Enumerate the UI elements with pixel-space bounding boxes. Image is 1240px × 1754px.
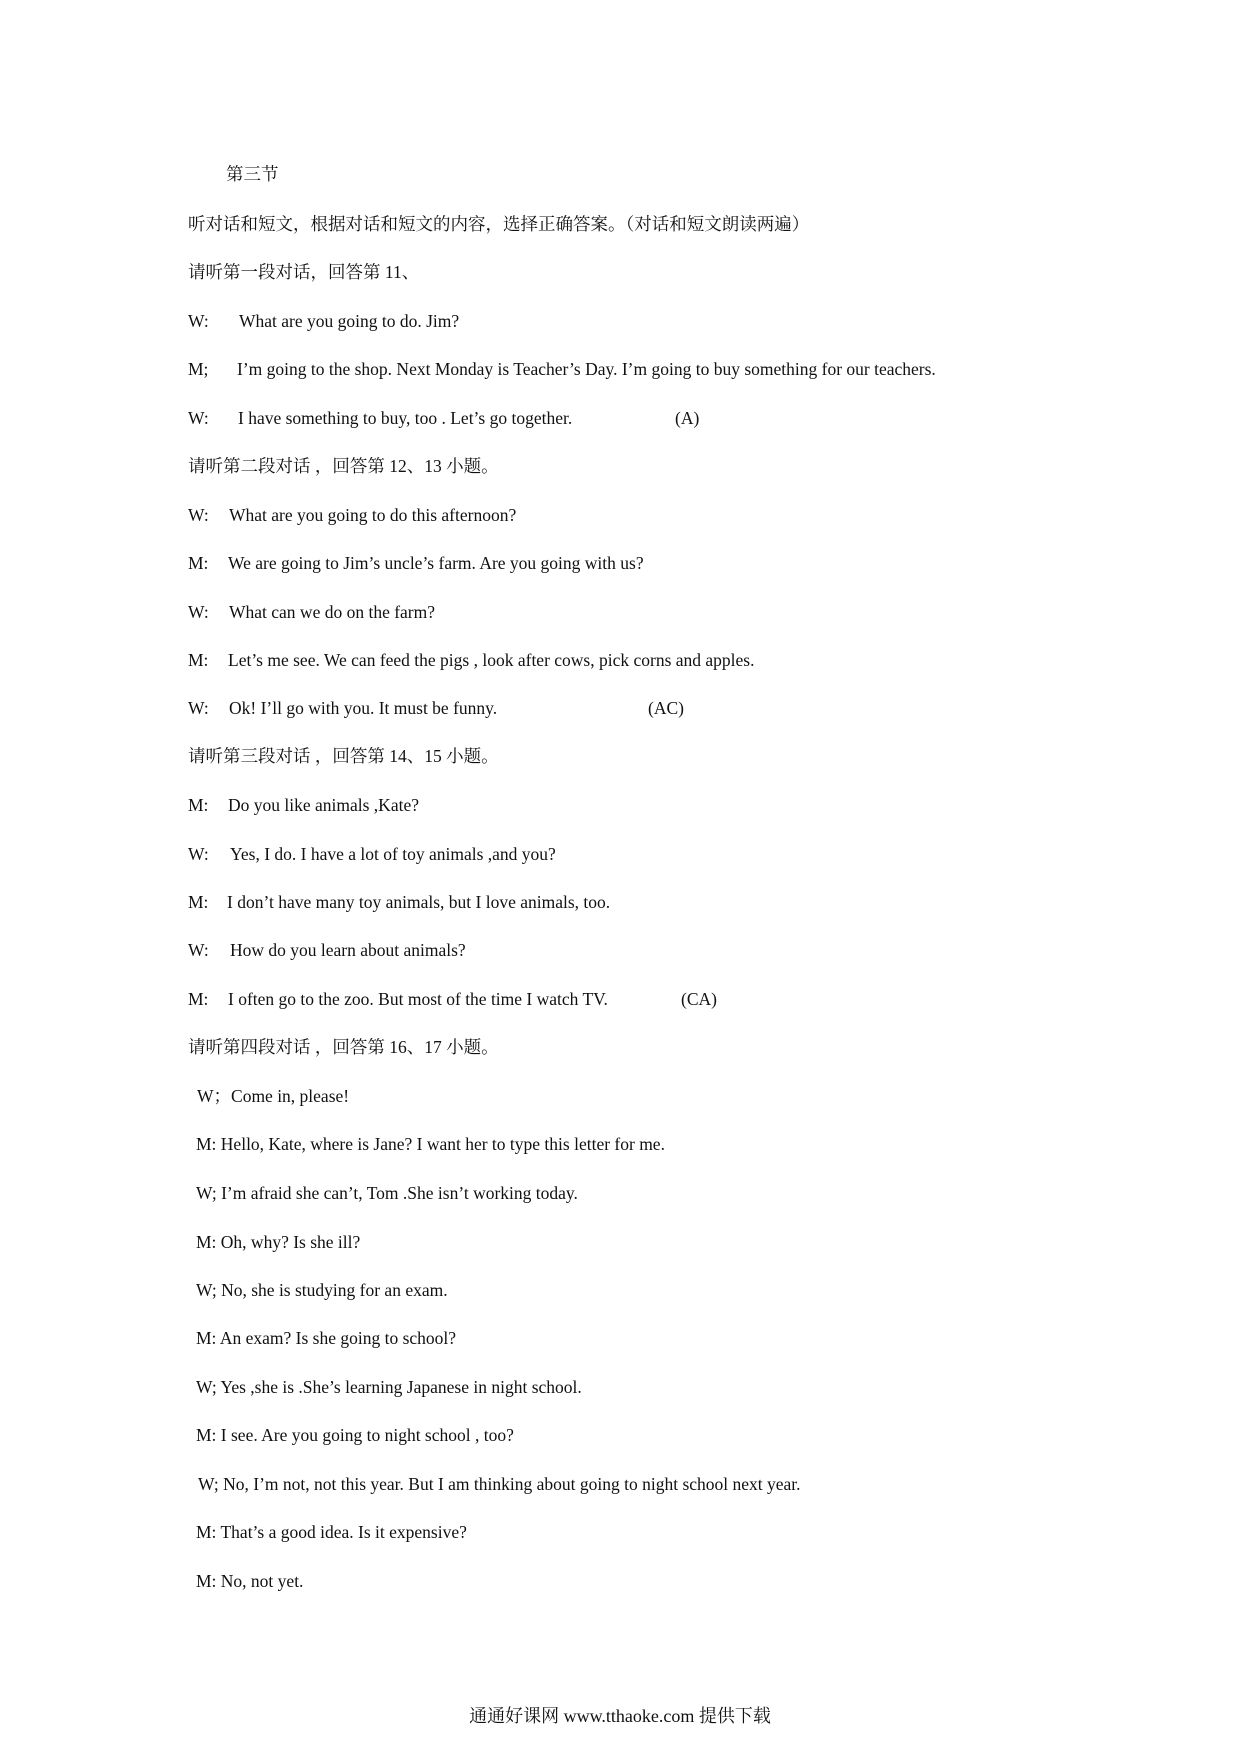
dialogue-line: W; No, I’m not, not this year. But I am thinking about going to night school next year. <box>198 1474 801 1494</box>
dialogue-line <box>188 939 466 961</box>
line-text: I have something to buy, too . Let’s go together. <box>238 408 573 428</box>
speaker-label: W: <box>188 940 209 960</box>
dialogue-line: W; Yes ,she is .She’s learning Japanese in night school. <box>196 1377 582 1397</box>
dialogue-line <box>188 504 517 526</box>
line-text: Ok! I’ll go with you. It must be funny. <box>229 698 498 718</box>
answer-label: (AC) <box>648 698 684 718</box>
speaker-label: W: <box>188 698 209 718</box>
dialogue-line <box>188 407 700 429</box>
speaker-label: M; <box>188 359 209 379</box>
dialogue-line: M: Oh, why? Is she ill? <box>196 1232 361 1252</box>
page-footer: 通通好课网 www.tthaoke.com 提供下载 <box>469 1706 771 1726</box>
dialogue-line <box>188 891 611 913</box>
line-text: Do you like animals ,Kate? <box>228 795 419 815</box>
answer-label: (A) <box>675 408 700 428</box>
speaker-label: W: <box>188 602 209 622</box>
dialogue-heading-4: 请听第四段对话 ，回答第 16、17 小题。 <box>188 1037 499 1057</box>
dialogue-line: M: An exam? Is she going to school? <box>196 1328 457 1348</box>
section-title: 第三节 <box>226 164 279 184</box>
speaker-label: W: <box>188 844 209 864</box>
line-text: What are you going to do this afternoon? <box>229 505 517 525</box>
dialogue-line <box>188 310 460 332</box>
dialogue-line <box>188 843 556 865</box>
dialogue-line <box>188 988 717 1010</box>
dialogue-heading-3: 请听第三段对话 ，回答第 14、15 小题。 <box>188 746 499 766</box>
line-text: I don’t have many toy animals, but I love animals, too. <box>227 892 611 912</box>
line-text: What are you going to do. Jim? <box>239 311 460 331</box>
line-text: Let’s me see. We can feed the pigs , look after cows, pick corns and apples. <box>228 650 755 670</box>
line-text: I often go to the zoo. But most of the time I watch TV. <box>228 989 608 1009</box>
speaker-label: W: <box>188 408 209 428</box>
dialogue-line <box>188 649 755 671</box>
dialogue-line <box>188 358 936 380</box>
dialogue-line: M: No, not yet. <box>196 1571 304 1591</box>
dialogue-line <box>188 552 644 574</box>
line-text: We are going to Jim’s uncle’s farm. Are you going with us? <box>228 553 644 573</box>
line-text: How do you learn about animals? <box>230 940 466 960</box>
dialogue-line <box>188 697 684 719</box>
dialogue-line: W；Come in, please! <box>197 1086 350 1106</box>
dialogue-heading-2: 请听第二段对话 ，回答第 12、13 小题。 <box>188 456 499 476</box>
dialogue-line: M: Hello, Kate, where is Jane? I want her to type this letter for me. <box>196 1134 665 1154</box>
line-text: I’m going to the shop. Next Monday is Teacher’s Day. I’m going to buy something for our teachers. <box>237 359 936 379</box>
line-text: Yes, I do. I have a lot of toy animals ,and you? <box>230 844 556 864</box>
speaker-label: M: <box>188 795 209 815</box>
speaker-label: W: <box>188 505 209 525</box>
speaker-label: M: <box>188 553 209 573</box>
dialogue-line <box>188 794 419 816</box>
speaker-label: M: <box>188 650 209 670</box>
speaker-label: M: <box>188 989 209 1009</box>
answer-label: (CA) <box>681 989 717 1009</box>
line-text: What can we do on the farm? <box>229 602 436 622</box>
dialogue-heading-1: 请听第一段对话，回答第 11、 <box>188 262 420 282</box>
dialogue-line <box>188 601 436 623</box>
instructions: 听对话和短文，根据对话和短文的内容，选择正确答案。（对话和短文朗读两遍） <box>188 214 810 234</box>
dialogue-line: M: I see. Are you going to night school , too? <box>196 1425 514 1445</box>
dialogue-line: W; I’m afraid she can’t, Tom .She isn’t working today. <box>196 1183 578 1203</box>
speaker-label: M: <box>188 892 209 912</box>
dialogue-line: W; No, she is studying for an exam. <box>196 1280 448 1300</box>
dialogue-line: M: That’s a good idea. Is it expensive? <box>196 1522 467 1542</box>
speaker-label: W: <box>188 311 209 331</box>
